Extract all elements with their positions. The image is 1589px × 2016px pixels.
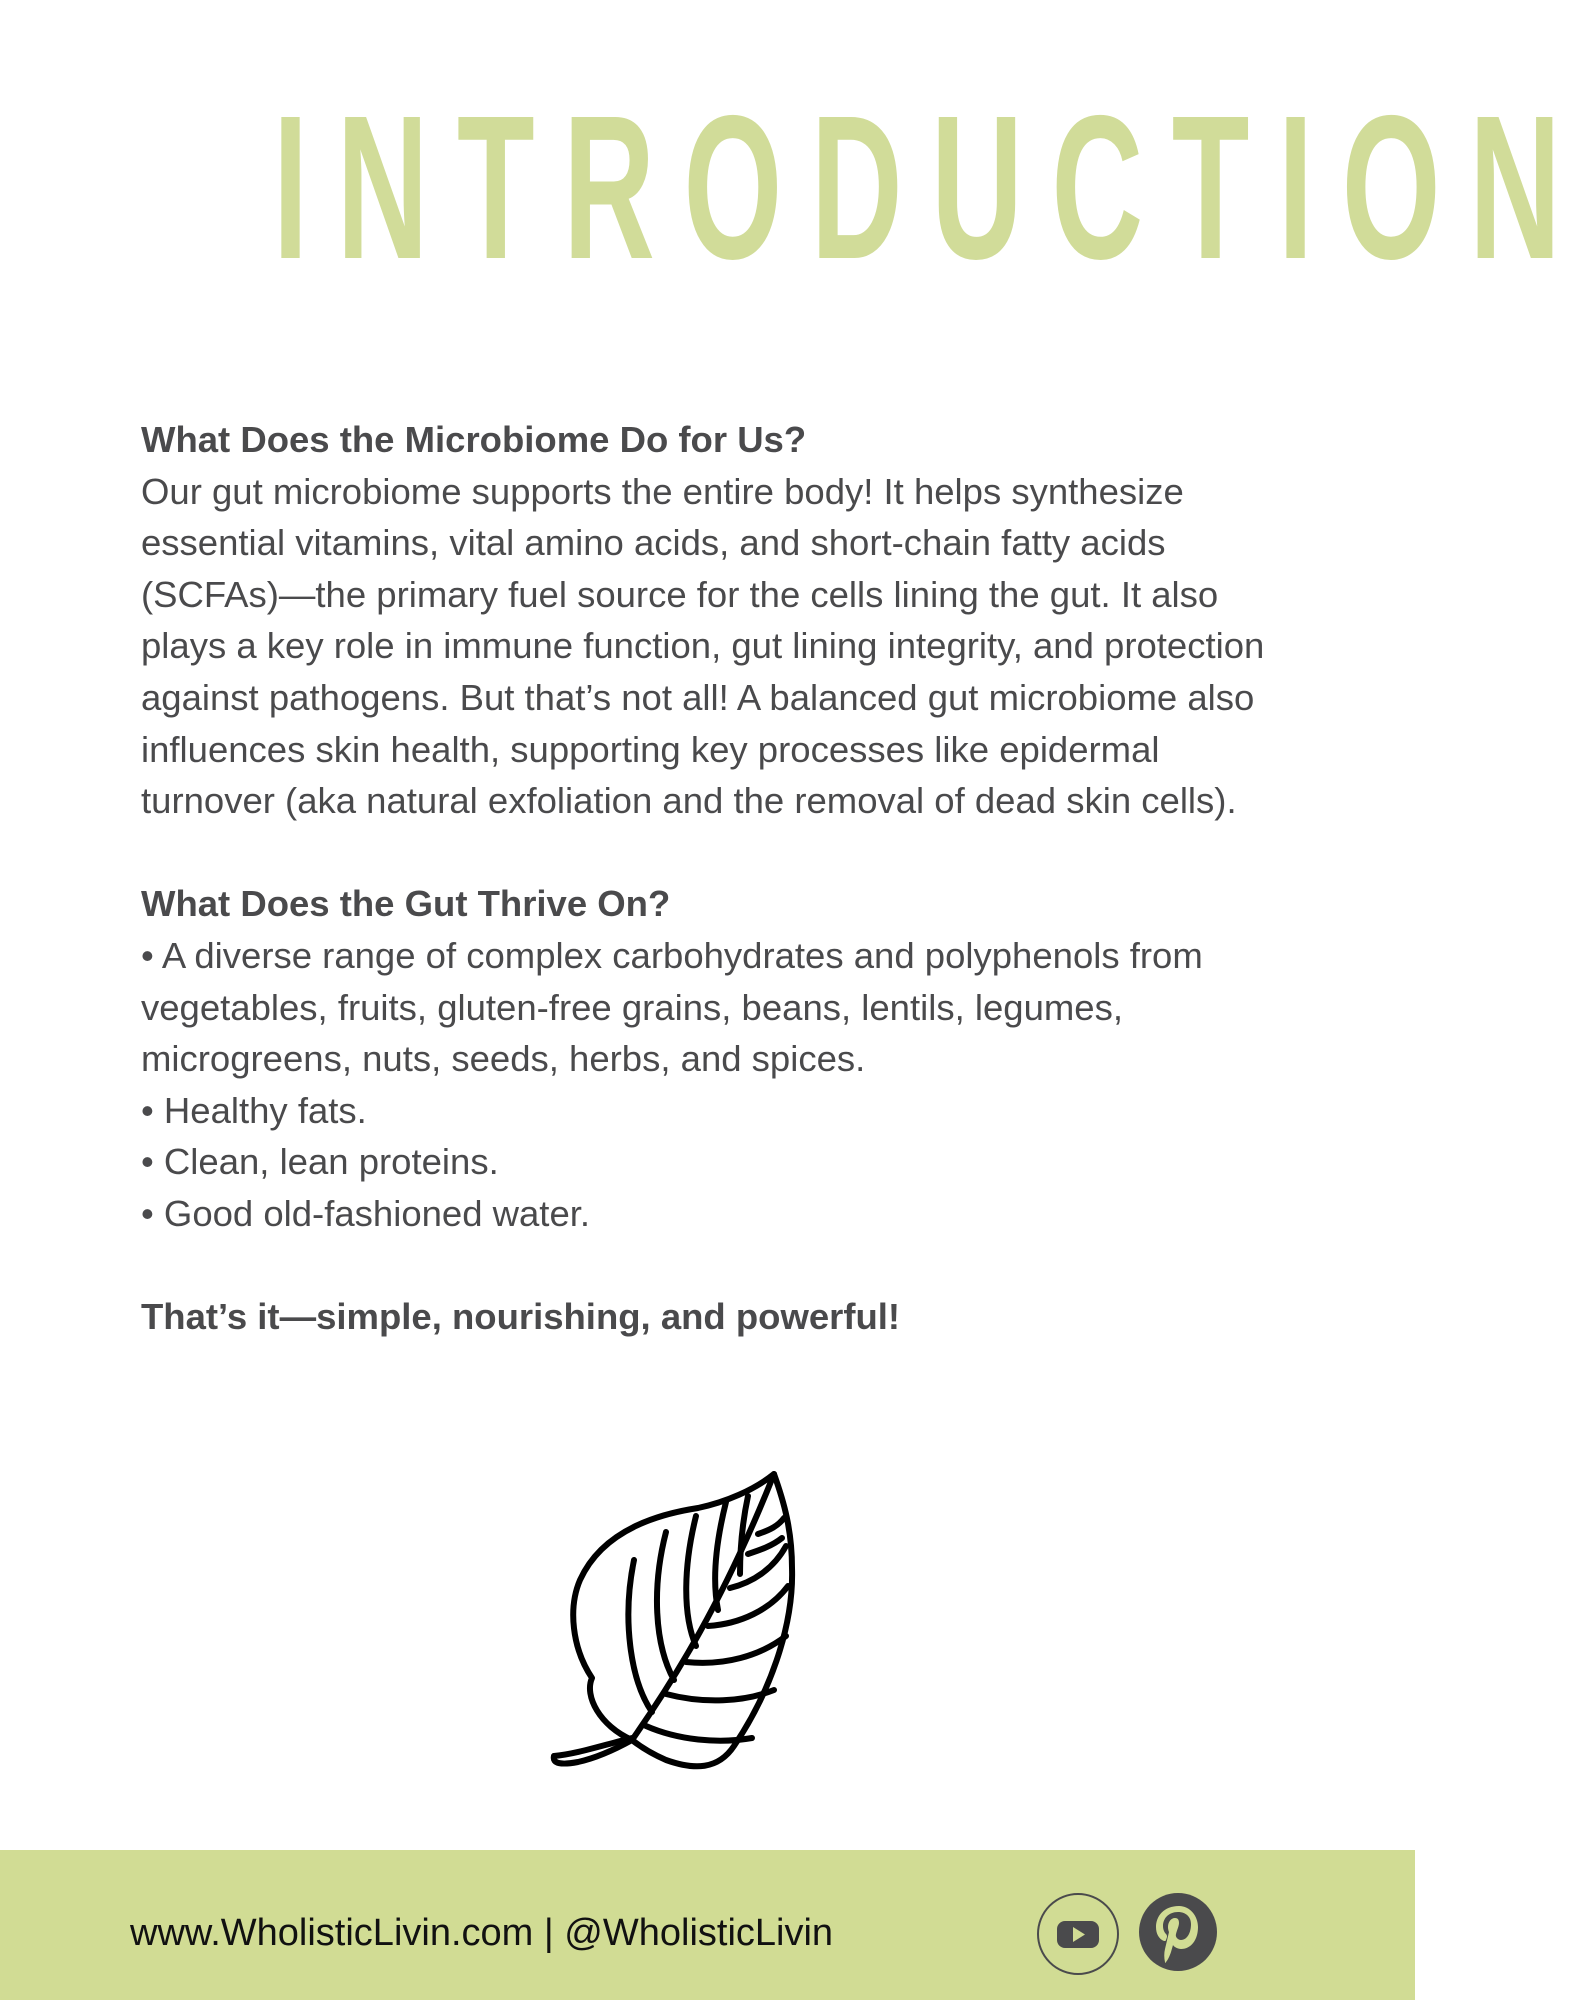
section-heading-gut-thrive: What Does the Gut Thrive On? [141,883,671,925]
page-title: INTRODUCTION [272,73,1589,302]
footer-website-handle[interactable]: www.WholisticLivin.com | @WholisticLivin [130,1912,834,1954]
section-heading-microbiome: What Does the Microbiome Do for Us? [141,419,807,460]
pinterest-icon[interactable] [1138,1892,1218,1972]
list-item: • Clean, lean proteins. [141,1136,1291,1188]
list-item: • Healthy fats. [141,1085,1291,1137]
leaf-icon [548,1468,840,1770]
youtube-icon[interactable] [1036,1892,1120,1976]
list-item: • Good old-fashioned water. [141,1188,1291,1240]
content [141,414,1291,1343]
closing-statement: That’s it—simple, nourishing, and powerful! [141,1296,901,1338]
list-item: • A diverse range of complex carbohydrates and polyphenols from vegetables, fruits, gluten-free grains, beans, lentils, legumes, microgreens, nuts, seeds, herbs, and spices. [141,930,1291,1085]
section-body-microbiome: Our gut microbiome supports the entire body! It helps synthesize essential vitamins, vital amino acids, and short-chain fatty acids (SCFAs)—the primary fuel source for the cells lining the gut. It also plays a key role in immune function, gut lining integrity, and protection against pathogens. But that’s not all! A balanced gut microbiome also influences skin health, supporting key processes like epidermal turnover (aka natural exfoliation and the removal of dead skin cells). [141,470,1265,822]
